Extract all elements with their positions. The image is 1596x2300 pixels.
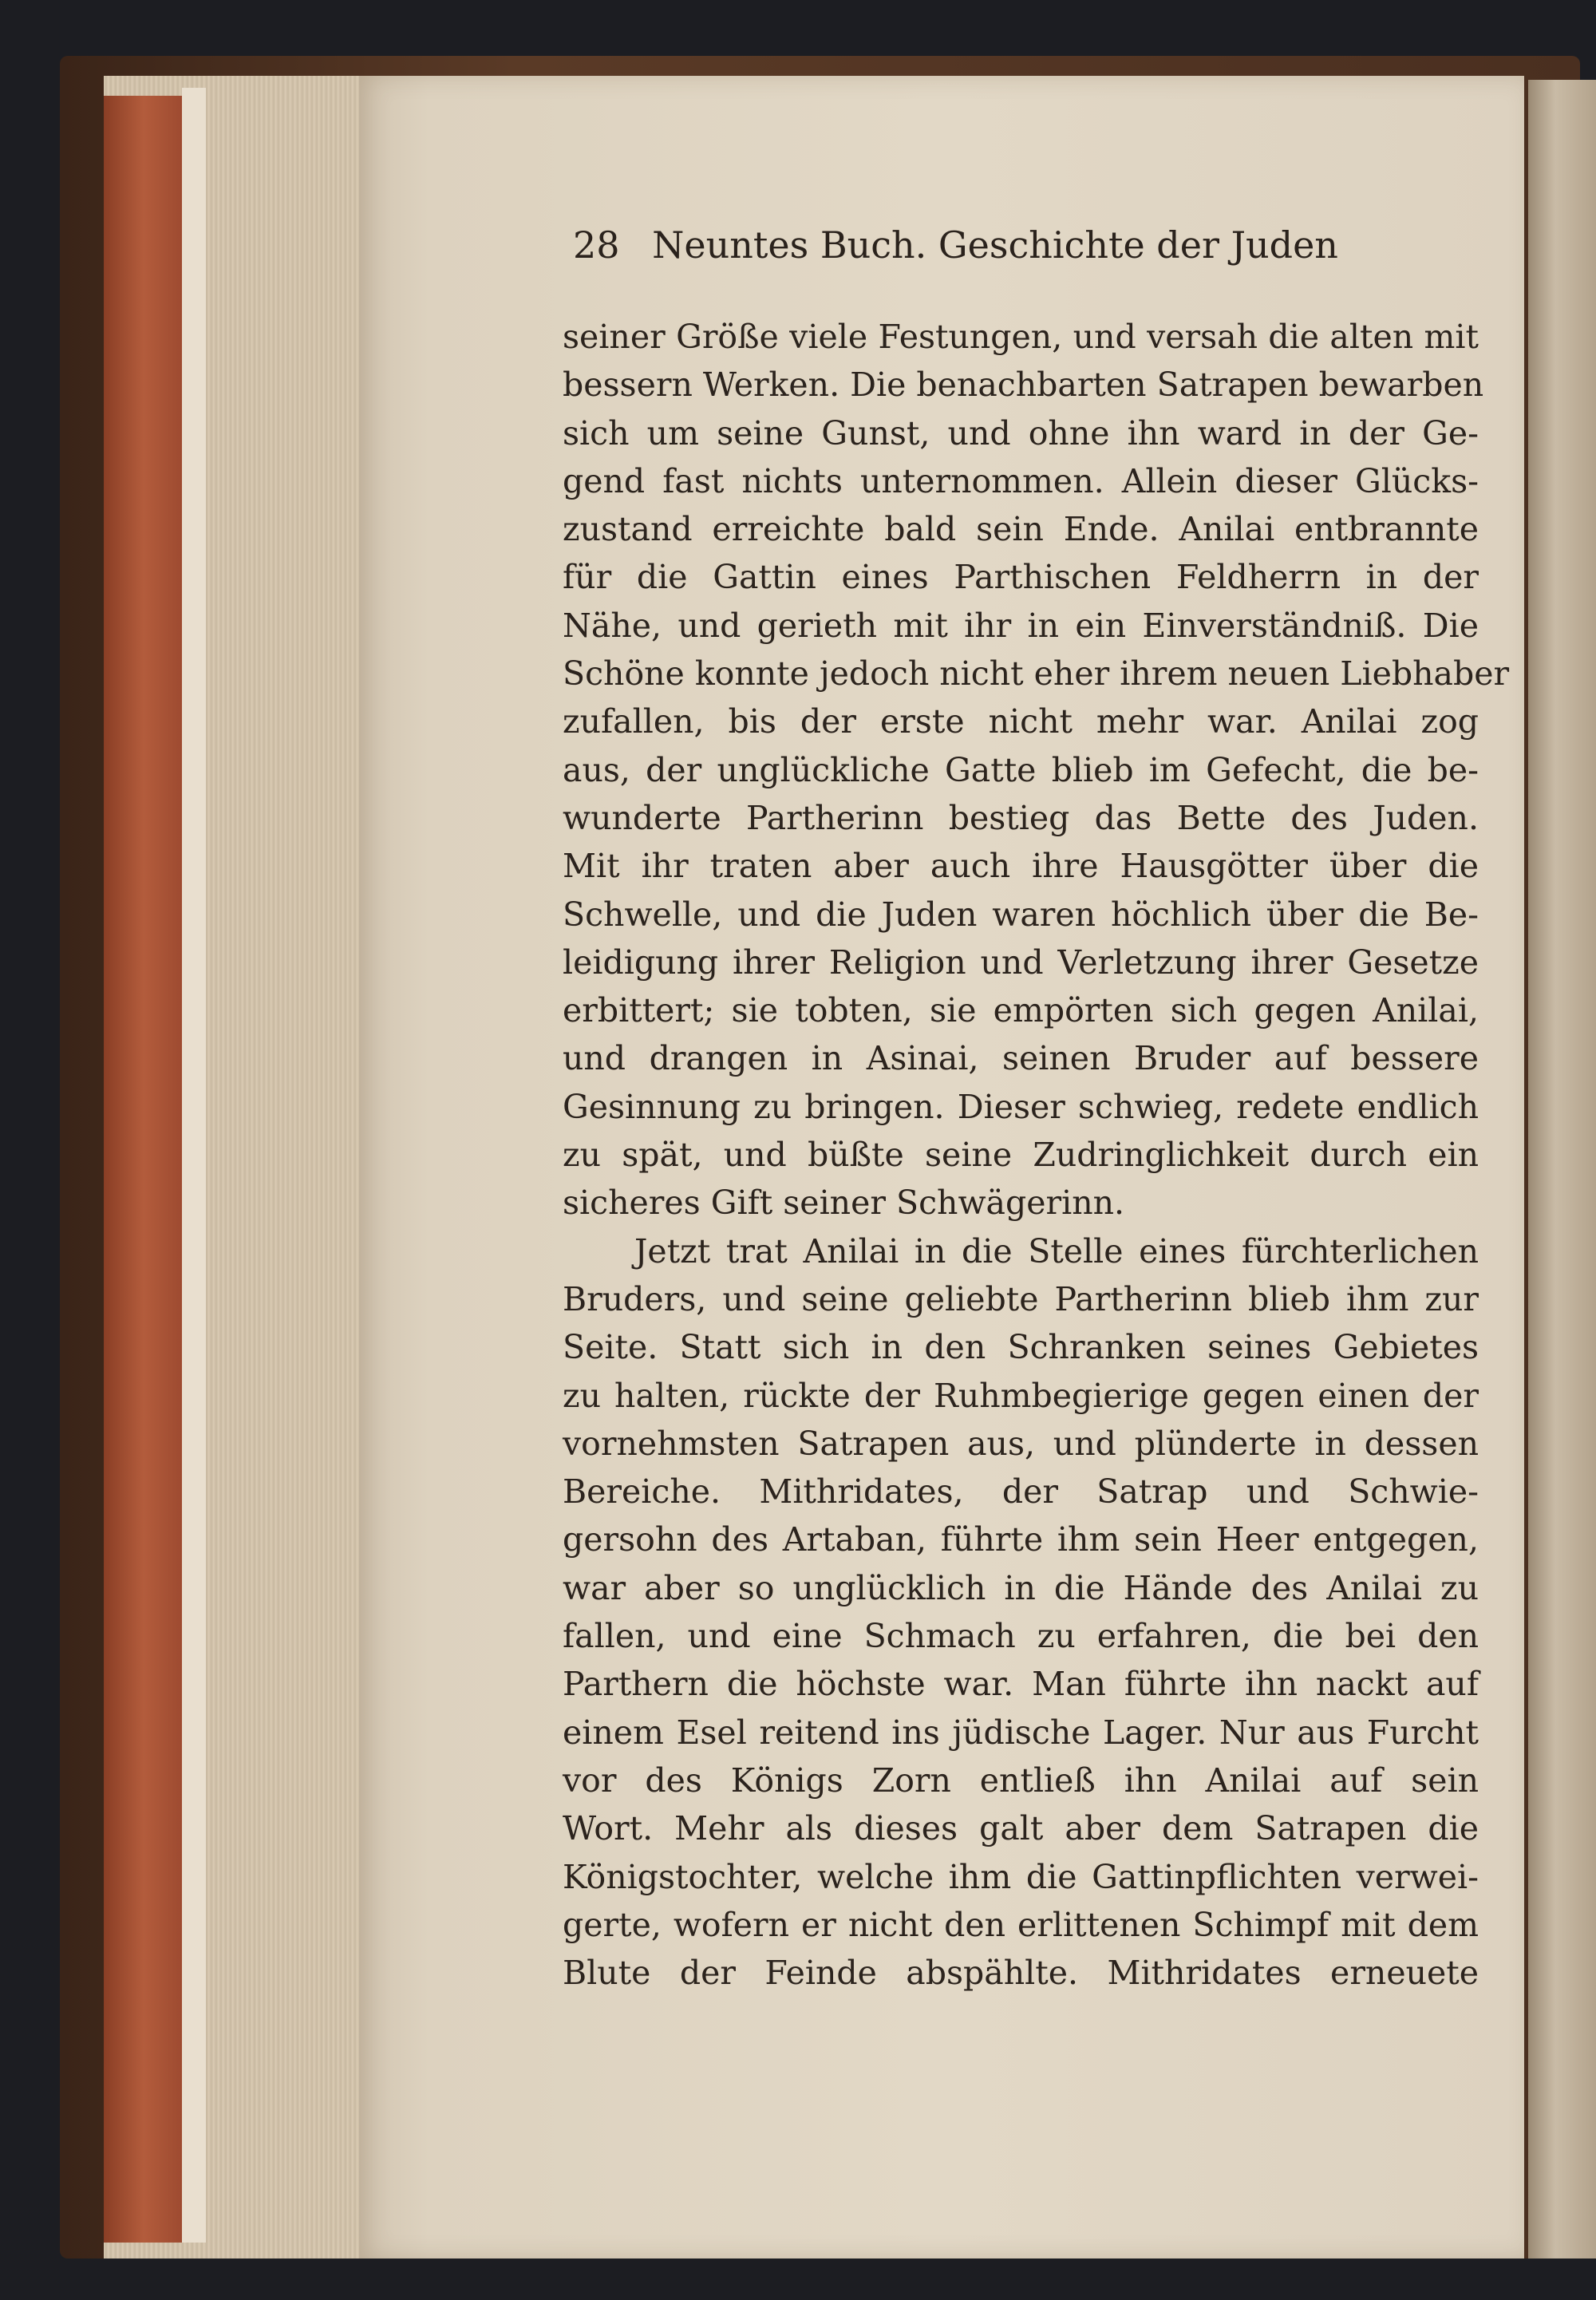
text-line: fallen, und eine Schmach zu erfahren, die bei den [563,1617,1479,1656]
text-line: leidigung ihrer Religion und Verletzung ihrer Gesetze [563,943,1479,982]
text-line: Schöne konnte jedoch nicht eher ihrem neuen Liebhaber [563,654,1510,694]
body-text [563,313,1510,1997]
text-line: war aber so unglücklich in die Hände des Anilai zu [563,1568,1479,1607]
text-line: Gesinnung zu bringen. Dieser schwieg, redete endlich [563,1087,1479,1126]
text-line: vor des Königs Zorn entließ ihn Anilai auf sein [563,1761,1479,1800]
text-line: Schwelle, und die Juden waren höchlich über die Be- [563,895,1479,934]
facing-page-edge [1528,80,1596,2259]
text-line: Parthern die höchste war. Man führte ihn nackt auf [563,1665,1479,1704]
text-line: zu halten, rückte der Ruhmbegierige gegen einen der [563,1376,1479,1415]
paragraph-start: Jetzt trat Anilai in die Stelle eines fürchterlichen [634,1231,1479,1271]
text-line: Nähe, und gerieth mit ihr in ein Einverständniß. Die [563,606,1479,645]
text-line: Seite. Statt sich in den Schranken seines Gebietes [563,1328,1479,1367]
page-number: 28 [573,223,620,267]
page-edge-highlight [182,88,206,2243]
running-head-title: Neuntes Buch. Geschichte der Juden [652,223,1338,267]
text-line: Bereiche. Mithridates, der Satrap und Schwie- [563,1472,1479,1512]
text-line: vornehmsten Satrapen aus, und plünderte in dessen [563,1424,1479,1463]
text-line: zufallen, bis der erste nicht mehr war. Anilai zog [563,702,1479,741]
text-line: sicheres Gift seiner Schwägerinn. [563,1184,1125,1223]
text-line: gerte, wofern er nicht den erlittenen Schimpf mit dem [563,1905,1479,1944]
text-line: Königstochter, welche ihm die Gattinpflichten verwei- [563,1857,1479,1896]
text-line: gend fast nichts unternommen. Allein dieser Glücks- [563,461,1479,500]
text-line: gersohn des Artaban, führte ihm sein Heer entgegen, [563,1520,1479,1559]
red-page-edge [104,96,184,2243]
text-line: einem Esel reitend ins jüdische Lager. Nur aus Furcht [563,1713,1479,1752]
text-line: Bruders, und seine geliebte Partherinn blieb ihm zur [563,1279,1479,1318]
running-head [573,223,1443,279]
text-line: Blute der Feinde abspählte. Mithridates erneuete [563,1954,1479,1993]
text-line: für die Gattin eines Parthischen Feldherrn in der [563,558,1479,597]
text-line: seiner Größe viele Festungen, und versah die alten mit [563,318,1479,356]
text-line: Wort. Mehr als dieses galt aber dem Satrapen die [563,1809,1479,1848]
text-line: zu spät, und büßte seine Zudringlichkeit durch ein [563,1136,1479,1175]
text-line: erbittert; sie tobten, sie empörten sich gegen Anilai, [563,991,1479,1030]
text-line: und drangen in Asinai, seinen Bruder auf bessere [563,1039,1479,1078]
text-line: sich um seine Gunst, und ohne ihn ward in der Ge- [563,413,1479,452]
text-line: zustand erreichte bald sein Ende. Anilai entbrannte [563,510,1479,549]
text-line: aus, der unglückliche Gatte blieb im Gefecht, die be- [563,750,1479,789]
text-line: Mit ihr traten aber auch ihre Hausgötter über die [563,847,1479,886]
text-line: bessern Werken. Die benachbarten Satrapen bewarben [563,366,1484,405]
text-line: wunderte Partherinn bestieg das Bette des Juden. [563,798,1479,837]
